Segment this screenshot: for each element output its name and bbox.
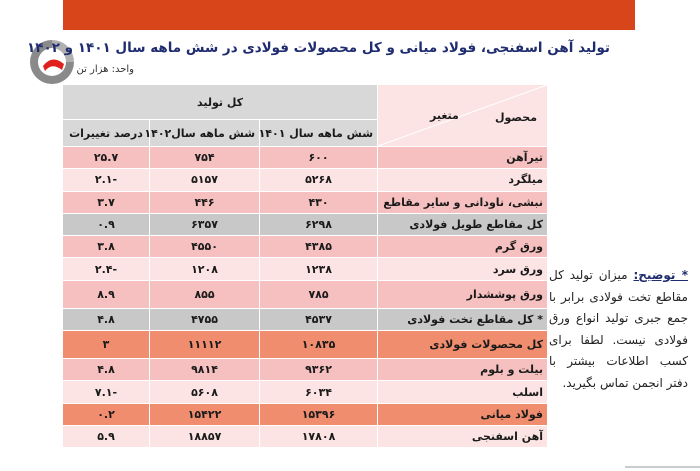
- value-1402-cell: ۶۳۵۷: [150, 213, 260, 235]
- change-percent-cell: ۸.۹: [63, 280, 150, 308]
- value-1401-cell: ۴۳۰: [260, 191, 378, 213]
- product-name-cell: فولاد میانی: [378, 403, 548, 425]
- production-table: [62, 84, 547, 470]
- product-name-cell: میلگرد: [378, 169, 548, 191]
- col-header-1401: شش ماهه سال ۱۴۰۱: [260, 120, 378, 147]
- note-label: * توضیح:: [633, 268, 688, 282]
- table-row: [63, 169, 548, 191]
- total-production-header: کل تولید: [63, 85, 378, 120]
- value-1401-cell: ۴۳۸۵: [260, 236, 378, 258]
- table-row: [63, 258, 548, 280]
- table-row: [63, 308, 548, 330]
- value-1402-cell: ۱۵۴۲۲: [150, 403, 260, 425]
- change-percent-cell: ۴.۸: [63, 359, 150, 381]
- change-percent-cell: ۴.۸: [63, 308, 150, 330]
- page-title: تولید آهن اسفنجی، فولاد میانی و کل محصولات فولادی در شش ماهه سال ۱۴۰۱ و ۱۴۰۲: [27, 40, 610, 56]
- unit-label: واحد: هزار تن: [76, 64, 134, 75]
- product-name-cell: ورق سرد: [378, 258, 548, 280]
- value-1402-cell: ۹۸۱۴: [150, 359, 260, 381]
- product-name-cell: کل مقاطع طویل فولادی: [378, 213, 548, 235]
- change-percent-cell: ۲۵.۷: [63, 147, 150, 169]
- value-1401-cell: ۱۷۸۰۸: [260, 425, 378, 447]
- production-data-table: [62, 84, 548, 448]
- value-1401-cell: ۱۲۳۸: [260, 258, 378, 280]
- product-name-cell: آهن اسفنجی: [378, 425, 548, 447]
- col-header-1402: شش ماهه سال۱۴۰۲: [150, 120, 260, 147]
- change-percent-cell: ۳.۸: [63, 236, 150, 258]
- explanation-note: [549, 265, 688, 394]
- value-1402-cell: ۴۴۶: [150, 191, 260, 213]
- table-row: [63, 213, 548, 235]
- value-1402-cell: ۴۵۵۰: [150, 236, 260, 258]
- table-row: [63, 359, 548, 381]
- value-1402-cell: ۵۶۰۸: [150, 381, 260, 403]
- change-percent-cell: -۷.۱: [63, 381, 150, 403]
- change-percent-cell: ۳: [63, 331, 150, 359]
- value-1401-cell: ۶۰۰: [260, 147, 378, 169]
- value-1401-cell: ۷۸۵: [260, 280, 378, 308]
- table-row: [63, 331, 548, 359]
- footer-divider: [625, 466, 700, 468]
- product-name-cell: ورق گرم: [378, 236, 548, 258]
- top-banner-bar: [63, 0, 635, 30]
- value-1402-cell: ۴۷۵۵: [150, 308, 260, 330]
- value-1401-cell: ۴۵۳۷: [260, 308, 378, 330]
- product-variable-header: [378, 85, 548, 147]
- change-percent-cell: ۰.۹: [63, 213, 150, 235]
- value-1402-cell: ۷۵۴: [150, 147, 260, 169]
- product-name-cell: نبشی، ناودانی و سایر مقاطع: [378, 191, 548, 213]
- value-1401-cell: ۹۳۶۲: [260, 359, 378, 381]
- table-row: [63, 403, 548, 425]
- change-percent-cell: ۵.۹: [63, 425, 150, 447]
- change-percent-cell: ۳.۷: [63, 191, 150, 213]
- product-name-cell: ورق پوششدار: [378, 280, 548, 308]
- value-1401-cell: ۶۰۳۴: [260, 381, 378, 403]
- product-name-cell: * کل مقاطع تخت فولادی: [378, 308, 548, 330]
- table-row: [63, 236, 548, 258]
- table-row: [63, 381, 548, 403]
- change-percent-cell: ۰.۲: [63, 403, 150, 425]
- value-1402-cell: ۸۵۵: [150, 280, 260, 308]
- product-name-cell: اسلب: [378, 381, 548, 403]
- product-name-cell: بیلت و بلوم: [378, 359, 548, 381]
- change-percent-cell: -۲.۱: [63, 169, 150, 191]
- product-name-cell: کل محصولات فولادی: [378, 331, 548, 359]
- col-header-change: درصد تغییرات: [63, 120, 150, 147]
- note-text: میزان تولید کل مقاطع تخت فولادی برابر با جمع جبری تولید انواع ورق فولادی نیست. لطفا برای کسب اطلاعات بیشتر با دفتر انجمن تماس بگیرید.: [549, 268, 688, 390]
- value-1402-cell: ۱۸۸۵۷: [150, 425, 260, 447]
- value-1401-cell: ۵۲۶۸: [260, 169, 378, 191]
- table-row: [63, 147, 548, 169]
- table-body: [63, 147, 548, 448]
- table-row: [63, 191, 548, 213]
- table-row: [63, 425, 548, 447]
- value-1402-cell: ۵۱۵۷: [150, 169, 260, 191]
- table-row: [63, 280, 548, 308]
- value-1402-cell: ۱۲۰۸: [150, 258, 260, 280]
- value-1401-cell: ۶۲۹۸: [260, 213, 378, 235]
- value-1401-cell: ۱۰۸۳۵: [260, 331, 378, 359]
- value-1402-cell: ۱۱۱۱۲: [150, 331, 260, 359]
- variable-header-label: متغیر: [430, 109, 459, 122]
- product-name-cell: تیرآهن: [378, 147, 548, 169]
- value-1401-cell: ۱۵۳۹۶: [260, 403, 378, 425]
- change-percent-cell: -۲.۴: [63, 258, 150, 280]
- product-header-label: محصول: [494, 111, 538, 124]
